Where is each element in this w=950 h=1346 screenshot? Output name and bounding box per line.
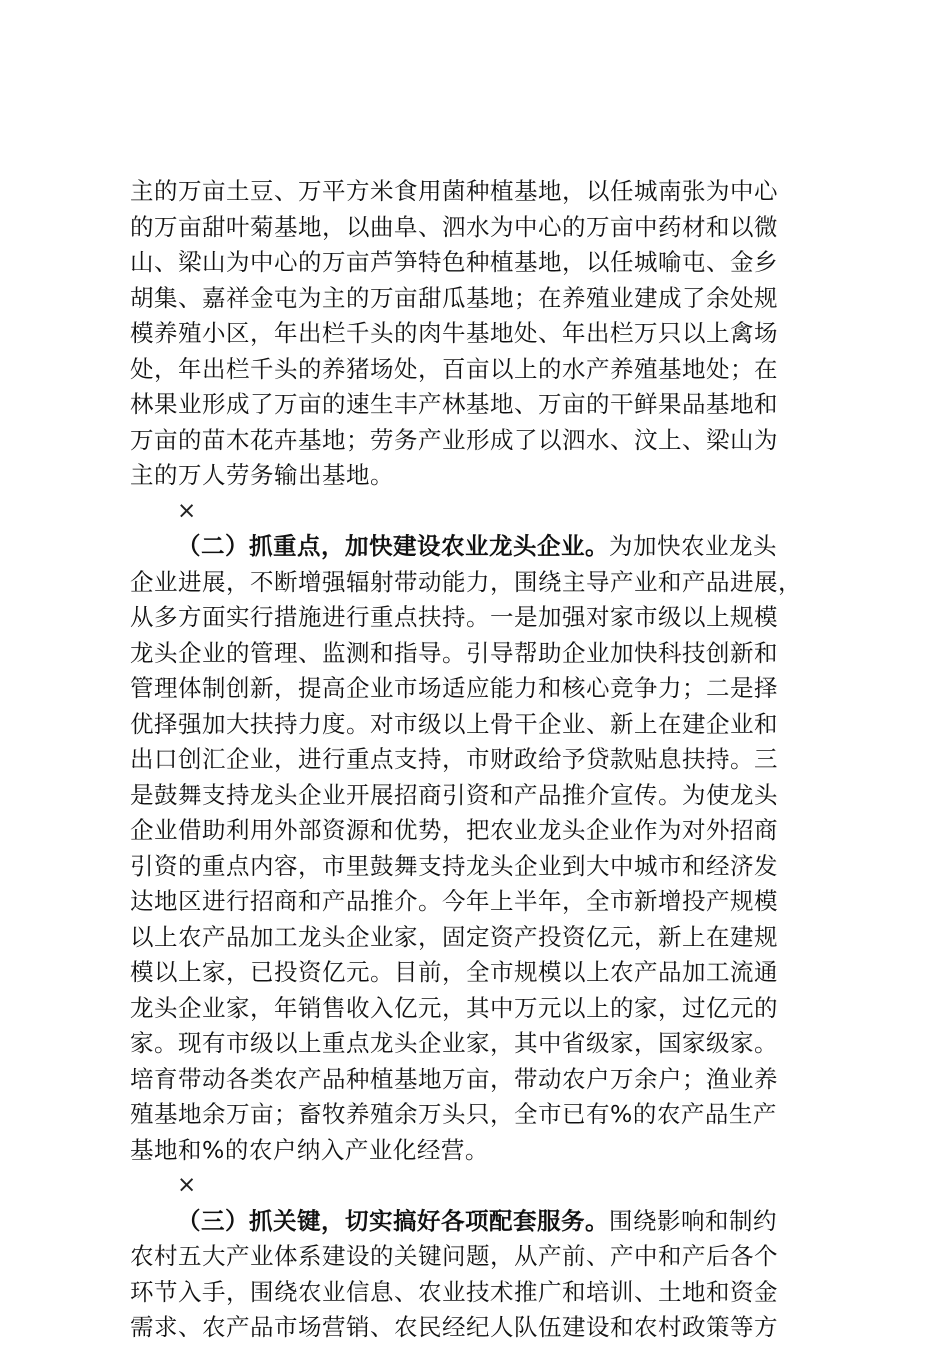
section-2-heading: （二）抓重点，加快建设农业龙头企业。 [177, 532, 609, 560]
separator-mark: × [177, 497, 197, 524]
text-line: 培育带动各类农产品种植基地万亩，带动农户万余户；渔业养 [130, 1064, 778, 1093]
text-line: 以上农产品加工龙头企业家，固定资产投资亿元，新上在建规 [130, 922, 778, 951]
text-line: 基地和%的农户纳入产业化经营。 [130, 1135, 489, 1164]
text-line: 优择强加大扶持力度。对市级以上骨干企业、新上在建企业和 [130, 709, 778, 738]
text-line: 模以上家，已投资亿元。目前，全市规模以上农产品加工流通 [130, 958, 778, 986]
text-line: 林果业形成了万亩的速生丰产林基地、万亩的干鲜果品基地和 [130, 390, 778, 418]
text-line: 万亩的苗木花卉基地；劳务产业形成了以泗水、汶上、梁山为 [130, 425, 778, 454]
text-line: 需求、农产品市场营销、农民经纪人队伍建设和农村政策等方 [130, 1313, 778, 1341]
text-line: 引资的重点内容，市里鼓舞支持龙头企业到大中城市和经济发 [130, 851, 778, 880]
text-line: 家。现有市级以上重点龙头企业家，其中省级家，国家级家。 [130, 1029, 778, 1057]
text-line: 山、梁山为中心的万亩芦笋特色种植基地，以任城喻屯、金乡 [130, 248, 778, 276]
text-line: 是鼓舞支持龙头企业开展招商引资和产品推介宣传。为使龙头 [130, 780, 778, 809]
section-3-heading: （三）抓关键，切实搞好各项配套服务。 [177, 1206, 609, 1235]
text-line: 环节入手，围绕农业信息、农业技术推广和培训、土地和资金 [130, 1277, 778, 1306]
text-line: 处，年出栏千头的养猪场处，百亩以上的水产养殖基地处；在 [130, 354, 778, 383]
text-line: 管理体制创新，提高企业市场适应能力和核心竞争力；二是择 [130, 674, 778, 702]
text-line: 企业进展，不断增强辐射带动能力，围绕主导产业和产品进展， [130, 567, 802, 596]
text-line: 企业借助利用外部资源和优势，把农业龙头企业作为对外招商 [130, 816, 778, 844]
text-line: 模养殖小区，年出栏千头的肉牛基地处、年出栏万只以上禽场 [130, 319, 778, 347]
section-2-first-line-text: 为加快农业龙头 [609, 532, 777, 560]
text-line: 殖基地余万亩；畜牧养殖余万头只，全市已有%的农产品生产 [130, 1100, 777, 1128]
text-line: 农村五大产业体系建设的关键问题，从产前、产中和产后各个 [130, 1242, 778, 1270]
paragraph-block-1 [130, 174, 830, 1346]
separator-mark: × [177, 1172, 197, 1198]
text-line: 主的万亩土豆、万平方米食用菌种植基地，以任城南张为中心 [130, 177, 778, 205]
text-line: 胡集、嘉祥金屯为主的万亩甜瓜基地；在养殖业建成了余处规 [130, 283, 778, 312]
text-line: 龙头企业的管理、监测和指导。引导帮助企业加快科技创新和 [130, 638, 778, 667]
section-3-first-line [130, 1204, 830, 1240]
section-2-first-line [130, 529, 830, 565]
text-line: 从多方面实行措施进行重点扶持。一是加强对家市级以上规模 [130, 603, 778, 631]
text-line: 达地区进行招商和产品推介。今年上半年，全市新增投产规模 [130, 887, 778, 915]
text-line: 主的万人劳务输出基地。 [130, 461, 394, 489]
text-line: 出口创汇企业，进行重点支持，市财政给予贷款贴息扶持。三 [130, 745, 778, 773]
text-line: 龙头企业家，年销售收入亿元，其中万元以上的家，过亿元的 [130, 993, 778, 1022]
text-line: 的万亩甜叶菊基地，以曲阜、泗水为中心的万亩中药材和以微 [130, 212, 778, 241]
section-3-first-line-text: 围绕影响和制约 [609, 1206, 777, 1235]
